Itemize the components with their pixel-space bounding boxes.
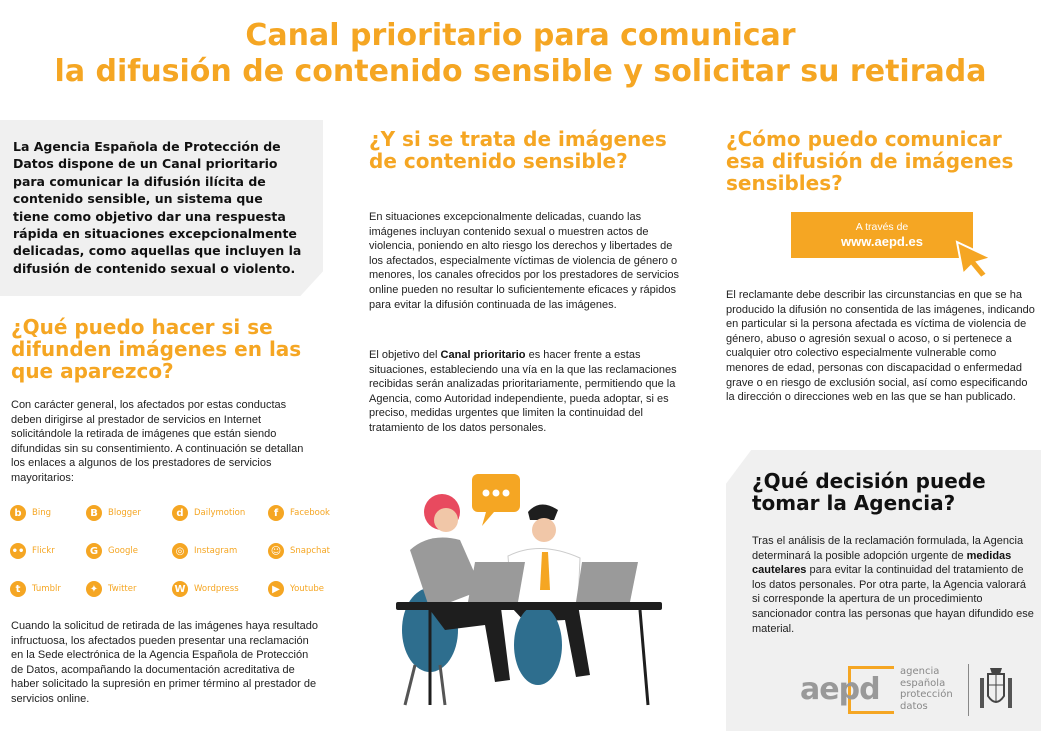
logo-subtitle	[900, 666, 953, 712]
logo-line-4: datos	[900, 700, 928, 712]
heading-agency-decision: ¿Qué decisión puede tomar la Agencia?	[752, 469, 986, 515]
service-link-youtube[interactable]	[268, 579, 350, 599]
instagram-icon: ◎	[172, 543, 188, 559]
cursor-arrow-icon	[953, 238, 995, 280]
service-label[interactable]: Google	[108, 546, 138, 556]
service-link-tumblr[interactable]	[10, 579, 92, 599]
service-label[interactable]: Snapchat	[290, 546, 330, 556]
spain-coat-of-arms-icon	[976, 666, 1016, 714]
google-icon: G	[86, 543, 102, 559]
col2-p2-text-b: es hacer frente a estas situaciones, estableciendo una vía en la que las reclamaciones recibidas serán analizadas prioritariamente, permitiendo que la Agencia, como Autoridad independiente, pueda adoptar, si es preciso, medidas urgentes que limiten la continuidad del tratamiento de los datos personales.	[369, 349, 677, 434]
service-link-facebook[interactable]	[268, 503, 350, 523]
logo-separator	[968, 664, 969, 716]
title-line-2: la difusión de contenido sensible y solicitar su retirada	[54, 54, 987, 89]
aepd-website-button[interactable]	[791, 212, 973, 258]
people-at-laptops-illustration	[390, 470, 680, 710]
blogger-icon: B	[86, 505, 102, 521]
service-label[interactable]: Tumblr	[32, 584, 61, 594]
snapchat-icon: ☺	[268, 543, 284, 559]
service-label[interactable]: Youtube	[290, 584, 324, 594]
decision-paragraph	[752, 534, 1034, 636]
service-link-blogger[interactable]	[86, 503, 168, 523]
service-link-flickr[interactable]	[10, 541, 92, 561]
button-caption: A través de	[855, 221, 909, 233]
col2-paragraph-1: En situaciones excepcionalmente delicadas, cuando las imágenes incluyan contenido sexual o muestren actos de violencia, poniendo en alto riesgo los derechos y libertades de los afectados, especialmente víctimas de violencia de género o menores, los canales ofrecidos por los prestadores de servicios online pueden no resultar lo suficientemente eficaces y rápidos para evitar la difusión continuada de las imágenes.	[369, 211, 679, 311]
decision-text-b: para evitar la continuidad del tratamiento de los datos personales. Por otra parte, la Agencia valorará si corresponde la apertura de un procedimiento sancionador contra las personas que hayan difundido ese material.	[752, 564, 1034, 635]
title-line-1: Canal prioritario para comunicar	[245, 18, 796, 53]
service-label[interactable]: Flickr	[32, 546, 55, 556]
logo-line-2: española	[900, 677, 946, 689]
service-link-dailymotion[interactable]	[172, 503, 254, 523]
priority-channel-term: Canal prioritario	[440, 349, 526, 361]
service-link-instagram[interactable]	[172, 541, 254, 561]
logo-line-1: agencia	[900, 666, 940, 677]
col2-p2-text-a: El objetivo del	[369, 349, 441, 361]
col1-paragraph-1: Con carácter general, los afectados por estas conductas deben dirigirse al prestador de servicios en Internet solicitándole la retirada de imágenes que están siendo difundidas sin su consentimiento. A continuación se detallan los enlaces a algunos de los prestadores de servicios mayoritarios:	[11, 399, 304, 484]
service-label[interactable]: Twitter	[108, 584, 137, 594]
service-providers-grid	[10, 503, 340, 603]
precautionary-measures-term: medidas cautelares	[752, 549, 1012, 577]
col3-paragraph-1: El reclamante debe describir las circunstancias en que se ha producido la difusión no consentida de las imágenes, indicando en particular si la persona afectada es víctima de violencia de género, abuso o agresión sexual o acoso, o si pertenece a cualquier otro colectivo especialmente vulnerable como menores de edad, personas con discapacidad o enfermedad grave o en riesgo de exclusión social, así como especificando la dirección o direcciones web en las que se han publicado.	[726, 289, 1035, 404]
service-link-twitter[interactable]	[86, 579, 168, 599]
intro-text: La Agencia Española de Protección de Datos dispone de un Canal prioritario para comunicar la difusión ilícita de contenido sensible, un sistema que tiene como objetivo dar una respuesta rápida en situaciones excepcionalmente delicadas, como aquellas que incluyen la difusión de contenido sexual o violento.	[13, 139, 302, 276]
logo-line-3: protección	[900, 689, 953, 700]
col1-paragraph-2: Cuando la solicitud de retirada de las imágenes haya resultado infructuosa, los afectados pueden presentar una reclamación en la Sede electrónica de la Agencia Española de Protección de Datos, acompañando la documentación acreditativa de haber solicitado la supresión en primer término al prestador de servicios online.	[11, 620, 318, 705]
facebook-icon: f	[268, 505, 284, 521]
youtube-icon: ▶	[268, 581, 284, 597]
service-label[interactable]: Dailymotion	[194, 508, 246, 518]
heading-sensitive-content: ¿Y si se trata de imágenes de contenido sensible?	[369, 127, 667, 173]
service-link-google[interactable]	[86, 541, 168, 561]
twitter-icon: ✦	[86, 581, 102, 597]
flickr-icon: ••	[10, 543, 26, 559]
service-label[interactable]: Blogger	[108, 508, 141, 518]
bing-icon: b	[10, 505, 26, 521]
service-label[interactable]: Instagram	[194, 546, 238, 556]
col2-paragraph-2	[369, 348, 682, 436]
logo-mark: aepd	[800, 672, 880, 707]
website-link[interactable]: www.aepd.es	[841, 234, 923, 249]
aepd-logo	[800, 664, 1030, 716]
tumblr-icon: t	[10, 581, 26, 597]
service-label[interactable]: Wordpress	[194, 584, 239, 594]
service-link-snapchat[interactable]	[268, 541, 350, 561]
decision-text-a: Tras el análisis de la reclamación formulada, la Agencia determinará la posible adopción urgente de	[752, 535, 1024, 562]
page-title	[0, 18, 1041, 90]
service-link-wordpress[interactable]	[172, 579, 254, 599]
wordpress-icon: W	[172, 581, 188, 597]
service-link-bing[interactable]	[10, 503, 92, 523]
heading-what-can-i-do: ¿Qué puedo hacer si se difunden imágenes en las que aparezco?	[11, 315, 302, 383]
heading-how-to-report: ¿Cómo puedo comunicar esa difusión de imágenes sensibles?	[726, 127, 1014, 195]
service-label[interactable]: Facebook	[290, 508, 330, 518]
service-label[interactable]: Bing	[32, 508, 51, 518]
dailymotion-icon: d	[172, 505, 188, 521]
